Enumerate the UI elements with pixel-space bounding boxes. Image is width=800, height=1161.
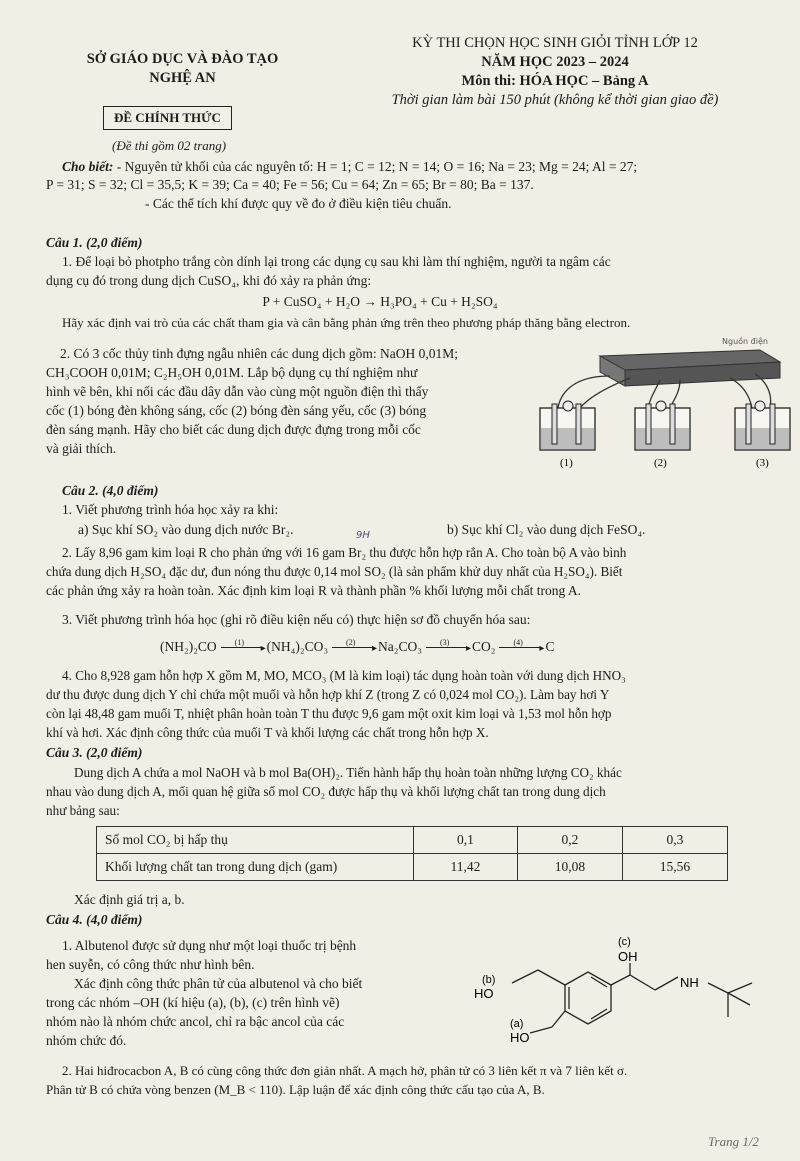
q1-title: Câu 1. (2,0 điểm) (46, 235, 143, 250)
scheme-arrow-1: (1) ▸ (221, 645, 263, 648)
table-row (97, 827, 728, 854)
q3-text (46, 763, 791, 820)
co2-absorption-table (96, 826, 728, 881)
beaker-3-label: (3) (756, 457, 769, 469)
q1-p1-line1: 1. Để loại bỏ photpho trắng còn dính lại trong các dụng cụ sau khi làm thí nghiệm, người ta ngâm các (62, 254, 611, 269)
conductivity-apparatus-figure (530, 336, 795, 471)
oh-label: OH (618, 949, 638, 964)
beaker-2 (635, 401, 690, 450)
row-label: Khối lượng chất tan trong dung dịch (gam) (97, 854, 414, 881)
label-c: (c) (618, 936, 631, 948)
q2-p4-line: khí và hơi. Xác định công thức của muối T và khối lượng các chất trong hỗn hợp X. (46, 725, 489, 740)
q3-ask: Xác định giá trị a, b. (74, 892, 185, 907)
q1-reaction: P + CuSO₄ + H₂O → H₃PO₄ + Cu + H₂SO₄ (262, 294, 498, 309)
department-block (55, 50, 310, 88)
row-label: Số mol CO₂ bị hấp thụ (97, 827, 414, 854)
albutenol-structure (470, 935, 790, 1060)
table-cell: 0,1 (414, 827, 518, 854)
label-a: (a) (510, 1018, 524, 1030)
q3-title: Câu 3. (2,0 điểm) (46, 745, 143, 760)
scheme-arrow-4: (4) ▸ (499, 645, 541, 648)
step-label: (3) (439, 638, 450, 647)
table-cell: 10,08 (517, 854, 622, 881)
ho-label-b: HO (474, 986, 494, 1001)
table-cell: 11,42 (414, 854, 518, 881)
beaker-3 (735, 401, 790, 450)
page-number: Trang 1/2 (708, 1134, 759, 1149)
official-exam-box: ĐỀ CHÍNH THỨC (103, 106, 232, 130)
q1-p1-line2: dụng cụ đó trong dung dịch CuSO₄, khi đó xảy ra phản ứng: (46, 273, 372, 288)
beaker-1 (540, 401, 595, 450)
q2-p2-line1: 2. Lấy 8,96 gam kim loại R cho phản ứng với 16 gam Br₂ thu được hỗn hợp rắn A. Cho toàn bộ A vào bình (62, 545, 627, 560)
q4-title: Câu 4. (4,0 điểm) (46, 912, 143, 927)
step-label: (4) (513, 638, 523, 647)
power-source-label: Nguồn điện (722, 337, 768, 346)
scheme-compound: (NH₄)₂CO₃ (266, 639, 329, 654)
q2-p3: 3. Viết phương trình hóa học (ghi rõ điều kiện nếu có) thực hiện sơ đồ chuyển hóa sau: (62, 612, 531, 627)
pages-note: (Đề thi gồm 02 trang) (112, 138, 227, 153)
bonds (512, 963, 752, 1033)
q2-p4-line: dư thu được dung dịch Y chỉ chứa một muối và hỗn hợp khí Z (trong Z có 0,024 mol CO₂). Làm bay hơi Y (46, 687, 610, 702)
q4-p2-line2: Phân tử B có chứa vòng benzen (M_B < 110). Lập luận để xác định công thức cấu tạo của A, B. (46, 1082, 545, 1097)
table-cell: 0,2 (517, 827, 622, 854)
q2-p2-line2: chứa dung dịch H₂SO₄ đặc dư, đun nóng thu được 0,14 mol SO₂ (là sản phẩm khử duy nhất của H₂SO₄). Biết (46, 564, 623, 579)
beaker-2-label: (2) (654, 457, 667, 469)
nh-label: NH (680, 975, 699, 990)
beaker-1-label: (1) (560, 457, 573, 469)
q2-title: Câu 2. (4,0 điểm) (62, 483, 159, 498)
exam-header (335, 34, 775, 110)
q2-p1: 1. Viết phương trình hóa học xảy ra khi: (62, 502, 279, 517)
q1-p2 (46, 344, 526, 458)
q2-p1b: b) Sục khí Cl₂ vào dung dịch FeSO₄. (447, 522, 646, 537)
q1-p2-line: 2. Có 3 cốc thủy tinh đựng ngẫu nhiên các dung dịch gồm: NaOH 0,01M; (60, 346, 459, 361)
table-cell: 15,56 (622, 854, 727, 881)
gas-condition-note: - Các thể tích khí được quy về đo ở điều kiện tiêu chuẩn. (145, 196, 452, 211)
q4-p1-line: 1. Albutenol được sử dụng như một loại thuốc trị bệnh (62, 938, 357, 953)
q3-line: nhau vào dung dịch A, mối quan hệ giữa số mol CO₂ được hấp thụ và khối lượng chất tan trong dung dịch (46, 784, 606, 799)
q3-line: như bảng sau: (46, 803, 120, 818)
conversion-scheme (160, 637, 554, 656)
school-year: NĂM HỌC 2023 – 2024 (481, 54, 629, 70)
q4-p1-line: nhóm chức đó. (46, 1033, 127, 1048)
scheme-compound: Na₂CO₃ (378, 639, 422, 654)
exam-title: KỲ THI CHỌN HỌC SINH GIỎI TỈNH LỚP 12 (412, 35, 698, 51)
q2-p4-line: 4. Cho 8,928 gam hỗn hợp X gồm M, MO, MCO₃ (M là kim loại) tác dụng hoàn toàn với dung dịch HNO₃ (62, 668, 626, 683)
q4-p1-line: hen suyễn, có công thức như hình bên. (46, 957, 255, 972)
subject-line: Môn thi: HÓA HỌC – Bảng A (461, 73, 649, 89)
given-label: Cho biết: (62, 159, 114, 174)
q1-p2-line: đèn sáng mạnh. Hãy cho biết các dung dịch được đựng trong mỗi cốc (46, 422, 421, 437)
q4-p2-line1: 2. Hai hiđrocacbon A, B có cùng công thức đơn giản nhất. A mạch hở, phân tử có 3 liên kết π và 7 liên kết σ. (62, 1063, 628, 1078)
scheme-compound: C (545, 639, 555, 654)
benzene-ring (565, 972, 611, 1024)
power-source (600, 350, 780, 386)
q4-p1-line: nhóm nào là nhóm chức ancol, chỉ ra bậc ancol của các (46, 1014, 345, 1029)
q1-p2-line: cốc (1) bóng đèn không sáng, cốc (2) bóng đèn sáng yếu, cốc (3) bóng (46, 403, 427, 418)
q1-p1-line3: Hãy xác định vai trò của các chất tham gia và cân bằng phản ứng trên theo phương pháp thăng bằng electron. (62, 315, 631, 330)
q2-p4-line: còn lại 48,48 gam muối T, nhiệt phân hoàn toàn T thu được 9,6 gam một oxit kim loại và 1,53 mol hỗn hợp (46, 706, 612, 721)
q1-p2-line: CH₃COOH 0,01M; C₂H₅OH 0,01M. Lắp bộ dụng cụ thí nghiệm như (46, 365, 418, 380)
atomic-masses-2: P = 31; S = 32; Cl = 35,5; K = 39; Ca = 40; Fe = 56; Cu = 64; Zn = 65; Br = 80; Ba = 137. (46, 177, 534, 192)
table-cell: 0,3 (622, 827, 727, 854)
scheme-arrow-2: (2) ▸ (332, 645, 374, 648)
q4-p1 (46, 936, 446, 1050)
q2-p4 (46, 666, 791, 742)
step-label: (2) (346, 638, 356, 647)
atomic-masses-1: - Nguyên tử khối của các nguyên tố: H = 1; C = 12; N = 14; O = 16; Na = 23; Mg = 24; Al = 27; (116, 159, 638, 174)
q1-p2-line: hình vẽ bên, khi nối các đầu dây dẫn vào cùng một nguồn điện thì thấy (46, 384, 429, 399)
ho-label-a: HO (510, 1030, 530, 1045)
step-label: (1) (234, 638, 244, 647)
q1-p2-line: và giải thích. (46, 441, 117, 456)
q2-p1a: a) Sục khí SO₂ vào dung dịch nước Br₂. (78, 522, 294, 537)
q4-p1-line: trong các nhóm –OH (kí hiệu (a), (b), (c) trên hình vẽ) (46, 995, 340, 1010)
province-name: NGHỆ AN (149, 70, 216, 86)
handwritten-note: 9H (356, 530, 370, 541)
scheme-compound: (NH₂)₂CO (160, 639, 217, 654)
q2-p2-line3: các phản ứng xảy ra hoàn toàn. Xác định kim loại R và thành phần % khối lượng mỗi chất trong A. (46, 583, 582, 598)
department-name: SỞ GIÁO DỤC VÀ ĐÀO TẠO (86, 51, 279, 67)
given-line-1 (62, 157, 797, 176)
duration-line: Thời gian làm bài 150 phút (không kể thời gian giao đề) (391, 92, 719, 108)
q4-p1-line: Xác định công thức phân tử của albutenol và cho biết (74, 976, 363, 991)
scheme-compound: CO₂ (471, 639, 496, 654)
scheme-arrow-3: (3) ▸ (426, 645, 468, 648)
label-b: (b) (482, 974, 496, 986)
table-row (97, 854, 728, 881)
q3-line: Dung dịch A chứa a mol NaOH và b mol Ba(OH)₂. Tiến hành hấp thụ hoàn toàn những lượng CO₂ khác (74, 765, 622, 780)
